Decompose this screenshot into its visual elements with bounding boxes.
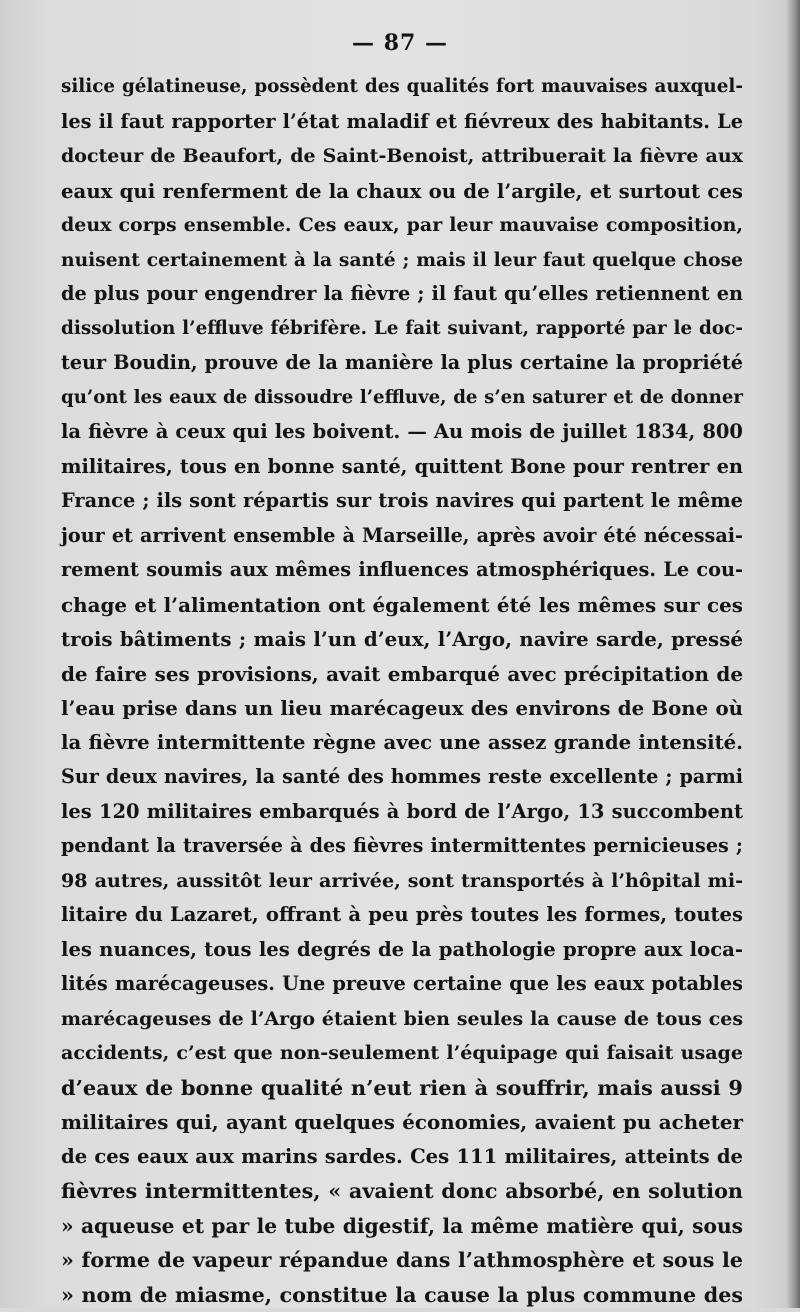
text-line: docteur de Beaufort, de Saint-Benoist, attribuerait la fièvre aux bbox=[61, 139, 743, 174]
text-line: marécageuses de l’Argo étaient bien seules la cause de tous ces bbox=[61, 1002, 743, 1037]
text-line: d’eaux de bonne qualité n’eut rien à souffrir, mais aussi 9 bbox=[61, 1071, 743, 1106]
text-line: de faire ses provisions, avait embarqué avec précipitation de bbox=[61, 657, 743, 692]
text-line: la fièvre intermittente règne avec une assez grande intensité. bbox=[61, 726, 743, 761]
text-line: silice gélatineuse, possèdent des qualités fort mauvaises auxquel- bbox=[61, 70, 743, 105]
text-line: chage et l’alimentation ont également été les mêmes sur ces bbox=[61, 588, 743, 623]
text-line: trois bâtiments ; mais l’un d’eux, l’Argo, navire sarde, pressé bbox=[61, 622, 743, 657]
text-line: de plus pour engendrer la fièvre ; il faut qu’elles retiennent en bbox=[61, 277, 743, 312]
text-line: pendant la traversée à des fièvres intermittentes pernicieuses ; bbox=[61, 829, 743, 864]
text-line: deux corps ensemble. Ces eaux, par leur mauvaise composition, bbox=[61, 208, 743, 243]
text-line: nuisent certainement à la santé ; mais il leur faut quelque chose bbox=[61, 243, 743, 278]
text-line: litaire du Lazaret, offrant à peu près toutes les formes, toutes bbox=[61, 898, 743, 933]
text-line: rement soumis aux mêmes influences atmosphériques. Le cou- bbox=[61, 553, 743, 588]
text-line: la fièvre à ceux qui les boivent. — Au mois de juillet 1834, 800 bbox=[61, 415, 743, 450]
text-line: militaires qui, ayant quelques économies, avaient pu acheter bbox=[61, 1105, 743, 1140]
text-line: militaires, tous en bonne santé, quittent Bone pour rentrer en bbox=[61, 450, 743, 485]
text-line: dissolution l’effluve fébrifère. Le fait suivant, rapporté par le doc- bbox=[61, 312, 743, 347]
text-line: les 120 militaires embarqués à bord de l’Argo, 13 succombent bbox=[61, 795, 743, 830]
text-line: l’eau prise dans un lieu marécageux des environs de Bone où bbox=[61, 691, 743, 726]
text-line: de ces eaux aux marins sardes. Ces 111 militaires, atteints de bbox=[61, 1140, 743, 1175]
text-line: » forme de vapeur répandue dans l’athmosphère et sous le bbox=[61, 1243, 743, 1278]
text-line: accidents, c’est que non-seulement l’équipage qui faisait usage bbox=[61, 1036, 743, 1071]
text-line: fièvres intermittentes, « avaient donc absorbé, en solution bbox=[61, 1174, 743, 1209]
text-line: eaux qui renferment de la chaux ou de l’argile, et surtout ces bbox=[61, 174, 743, 209]
body-text bbox=[61, 70, 743, 1312]
page-number: — 87 — bbox=[0, 30, 800, 56]
text-line: France ; ils sont répartis sur trois navires qui partent le même bbox=[61, 484, 743, 519]
page-edge-shadow bbox=[786, 0, 800, 1308]
text-line: Sur deux navires, la santé des hommes reste excellente ; parmi bbox=[61, 760, 743, 795]
text-line: qu’ont les eaux de dissoudre l’effluve, de s’en saturer et de donner bbox=[61, 381, 743, 416]
text-line: teur Boudin, prouve de la manière la plus certaine la propriété bbox=[61, 346, 743, 381]
text-line: » aqueuse et par le tube digestif, la même matière qui, sous bbox=[61, 1209, 743, 1244]
text-line: les nuances, tous les degrés de la pathologie propre aux loca- bbox=[61, 933, 743, 968]
text-line: » nom de miasme, constitue la cause la plus commune des bbox=[61, 1278, 743, 1312]
text-line: 98 autres, aussitôt leur arrivée, sont transportés à l’hôpital mi- bbox=[61, 864, 743, 899]
text-line: jour et arrivent ensemble à Marseille, après avoir été nécessai- bbox=[61, 519, 743, 554]
text-line: les il faut rapporter l’état maladif et fiévreux des habitants. Le bbox=[61, 105, 743, 140]
text-line: lités marécageuses. Une preuve certaine que les eaux potables bbox=[61, 967, 743, 1002]
